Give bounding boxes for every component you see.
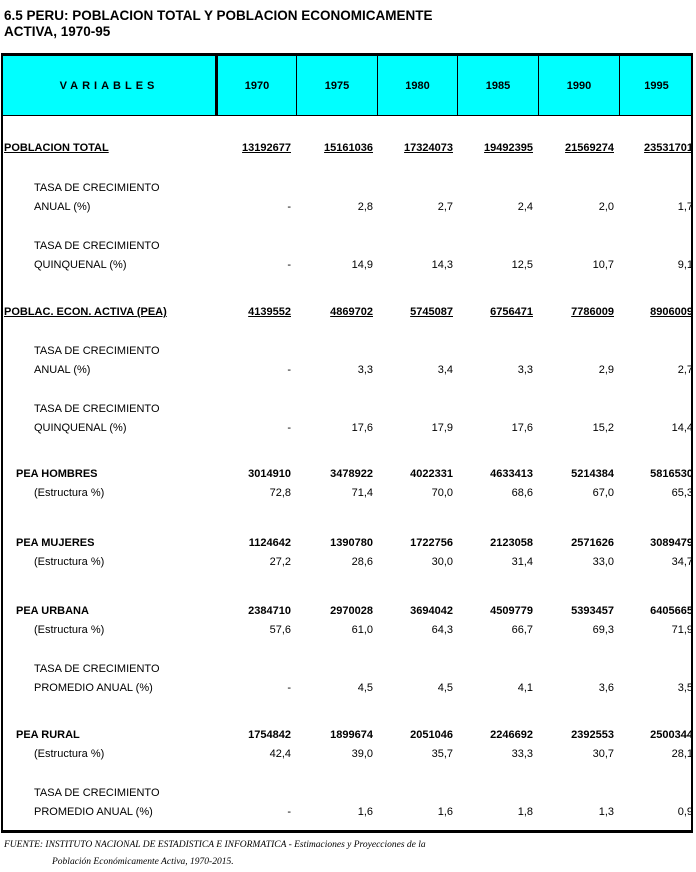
header-year-1975: 1975	[296, 56, 377, 115]
cell-1995: 1,7	[677, 201, 693, 213]
row-label: QUINQUENAL (%)	[34, 422, 127, 434]
cell-1990: 15,2	[592, 422, 614, 434]
table-row	[3, 199, 691, 215]
row-label: POBLACION TOTAL	[4, 142, 109, 154]
cell-1975: 17,6	[351, 422, 373, 434]
table-row	[3, 622, 691, 638]
row-label: (Estructura %)	[34, 556, 105, 568]
cell-1975: 1899674	[330, 729, 373, 741]
cell-1985: 2123058	[490, 537, 533, 549]
cell-1985: 66,7	[511, 624, 533, 636]
table-row	[3, 257, 691, 273]
row-label: ANUAL (%)	[34, 201, 91, 213]
row-label: (Estructura %)	[34, 487, 105, 499]
cell-1985: 33,3	[511, 748, 533, 760]
row-label: TASA DE CRECIMIENTO	[34, 345, 160, 357]
header-year-1985: 1985	[457, 56, 538, 115]
cell-1975: 1390780	[330, 537, 373, 549]
table-row	[3, 180, 691, 196]
cell-1980: 3694042	[410, 605, 453, 617]
cell-1990: 33,0	[592, 556, 614, 568]
cell-1970: 1124642	[248, 537, 291, 549]
cell-1995: 6405665	[650, 605, 693, 617]
table-row	[3, 466, 691, 482]
cell-1970: 27,2	[269, 556, 291, 568]
table-row	[3, 343, 691, 359]
cell-1980: 5745087	[410, 306, 453, 318]
cell-1985: 2,4	[517, 201, 533, 213]
cell-1980: 1722756	[410, 537, 453, 549]
cell-1975: 15161036	[324, 142, 373, 154]
cell-1970: -	[287, 259, 291, 271]
cell-1995: 5816530	[650, 468, 693, 480]
cell-1975: 2,8	[357, 201, 373, 213]
cell-1975: 4,5	[357, 682, 373, 694]
cell-1995: 9,1	[677, 259, 693, 271]
row-label: TASA DE CRECIMIENTO	[34, 240, 160, 252]
cell-1980: 14,3	[431, 259, 453, 271]
cell-1990: 5393457	[571, 605, 614, 617]
table-title	[4, 8, 433, 40]
cell-1985: 1,8	[517, 806, 533, 818]
table-row	[3, 535, 691, 551]
source-line-2: Población Económicamente Activa, 1970-2015.	[52, 857, 234, 867]
cell-1995: 65,3	[671, 487, 693, 499]
cell-1995: 23531701	[644, 142, 693, 154]
table-row	[3, 785, 691, 801]
cell-1990: 7786009	[571, 306, 614, 318]
cell-1990: 2,9	[598, 364, 614, 376]
row-label: PEA URBANA	[16, 605, 89, 617]
table-row	[3, 661, 691, 677]
table-row	[3, 140, 691, 156]
cell-1970: 72,8	[269, 487, 291, 499]
header-year-1980: 1980	[377, 56, 457, 115]
cell-1970: 2384710	[248, 605, 291, 617]
cell-1970: -	[287, 806, 291, 818]
cell-1985: 12,5	[511, 259, 533, 271]
table-row	[3, 603, 691, 619]
cell-1995: 8906009	[650, 306, 693, 318]
cell-1975: 14,9	[351, 259, 373, 271]
cell-1980: 2051046	[410, 729, 453, 741]
row-label: (Estructura %)	[34, 624, 105, 636]
row-label: PEA MUJERES	[16, 537, 95, 549]
cell-1975: 71,4	[351, 487, 373, 499]
cell-1970: 1754842	[248, 729, 291, 741]
cell-1985: 4,1	[517, 682, 533, 694]
cell-1975: 61,0	[351, 624, 373, 636]
cell-1990: 2,0	[598, 201, 614, 213]
title-line-2: ACTIVA, 1970-95	[4, 24, 111, 39]
header-year-1995: 1995	[619, 56, 693, 115]
cell-1990: 10,7	[592, 259, 614, 271]
cell-1990: 2392553	[571, 729, 614, 741]
cell-1985: 31,4	[511, 556, 533, 568]
row-label: ANUAL (%)	[34, 364, 91, 376]
cell-1980: 4,5	[437, 682, 453, 694]
cell-1985: 4633413	[490, 468, 533, 480]
table-row	[3, 680, 691, 696]
row-label: TASA DE CRECIMIENTO	[34, 182, 160, 194]
row-label: PEA HOMBRES	[16, 468, 98, 480]
cell-1980: 64,3	[431, 624, 453, 636]
cell-1985: 68,6	[511, 487, 533, 499]
row-label: PROMEDIO ANUAL (%)	[34, 806, 153, 818]
cell-1990: 5214384	[571, 468, 614, 480]
row-label: PROMEDIO ANUAL (%)	[34, 682, 153, 694]
cell-1995: 34,7	[671, 556, 693, 568]
row-label: TASA DE CRECIMIENTO	[34, 663, 160, 675]
cell-1970: 4139552	[248, 306, 291, 318]
cell-1980: 35,7	[431, 748, 453, 760]
cell-1995: 2500344	[650, 729, 693, 741]
source-line-1: FUENTE: INSTITUTO NACIONAL DE ESTADISTICA E INFORMATICA - Estimaciones y Proyecciones de la	[4, 840, 426, 850]
table-row	[3, 362, 691, 378]
cell-1970: 3014910	[248, 468, 291, 480]
cell-1970: -	[287, 682, 291, 694]
table-row	[3, 420, 691, 436]
row-label: (Estructura %)	[34, 748, 105, 760]
cell-1970: 42,4	[269, 748, 291, 760]
cell-1990: 67,0	[592, 487, 614, 499]
cell-1985: 6756471	[490, 306, 533, 318]
cell-1975: 4869702	[330, 306, 373, 318]
cell-1995: 3089479	[650, 537, 693, 549]
cell-1975: 3,3	[357, 364, 373, 376]
cell-1995: 71,9	[671, 624, 693, 636]
cell-1970: 13192677	[242, 142, 291, 154]
cell-1975: 1,6	[357, 806, 373, 818]
cell-1970: -	[287, 422, 291, 434]
table-row	[3, 804, 691, 820]
cell-1985: 4509779	[490, 605, 533, 617]
cell-1985: 19492395	[484, 142, 533, 154]
cell-1985: 17,6	[511, 422, 533, 434]
cell-1980: 17324073	[404, 142, 453, 154]
cell-1990: 1,3	[598, 806, 614, 818]
cell-1980: 1,6	[437, 806, 453, 818]
table-row	[3, 485, 691, 501]
table-row	[3, 746, 691, 762]
cell-1990: 2571626	[571, 537, 614, 549]
cell-1995: 2,7	[677, 364, 693, 376]
cell-1980: 4022331	[410, 468, 453, 480]
row-label: PEA RURAL	[16, 729, 80, 741]
header-variables: VARIABLES	[3, 56, 217, 115]
table-row	[3, 401, 691, 417]
table-row	[3, 238, 691, 254]
data-table	[1, 53, 693, 833]
cell-1980: 17,9	[431, 422, 453, 434]
cell-1995: 0,9	[677, 806, 693, 818]
cell-1985: 3,3	[517, 364, 533, 376]
cell-1980: 30,0	[431, 556, 453, 568]
cell-1970: -	[287, 364, 291, 376]
cell-1995: 14,4	[671, 422, 693, 434]
cell-1990: 21569274	[565, 142, 614, 154]
cell-1980: 3,4	[437, 364, 453, 376]
cell-1970: 57,6	[269, 624, 291, 636]
cell-1980: 2,7	[437, 201, 453, 213]
table-row	[3, 727, 691, 743]
cell-1975: 3478922	[330, 468, 373, 480]
cell-1995: 3,5	[677, 682, 693, 694]
cell-1980: 70,0	[431, 487, 453, 499]
header-year-1970: 1970	[217, 56, 296, 115]
cell-1995: 28,1	[671, 748, 693, 760]
cell-1990: 69,3	[592, 624, 614, 636]
table-row	[3, 554, 691, 570]
row-label: POBLAC. ECON. ACTIVA (PEA)	[4, 306, 167, 318]
title-line-1: 6.5 PERU: POBLACION TOTAL Y POBLACION ECONOMICAMENTE	[4, 8, 433, 23]
cell-1975: 2970028	[330, 605, 373, 617]
row-label: TASA DE CRECIMIENTO	[34, 787, 160, 799]
cell-1970: -	[287, 201, 291, 213]
table-header	[3, 56, 691, 116]
row-label: QUINQUENAL (%)	[34, 259, 127, 271]
cell-1990: 30,7	[592, 748, 614, 760]
cell-1985: 2246692	[490, 729, 533, 741]
table-row	[3, 304, 691, 320]
row-label: TASA DE CRECIMIENTO	[34, 403, 160, 415]
cell-1975: 28,6	[351, 556, 373, 568]
cell-1990: 3,6	[598, 682, 614, 694]
header-year-1990: 1990	[538, 56, 619, 115]
cell-1975: 39,0	[351, 748, 373, 760]
